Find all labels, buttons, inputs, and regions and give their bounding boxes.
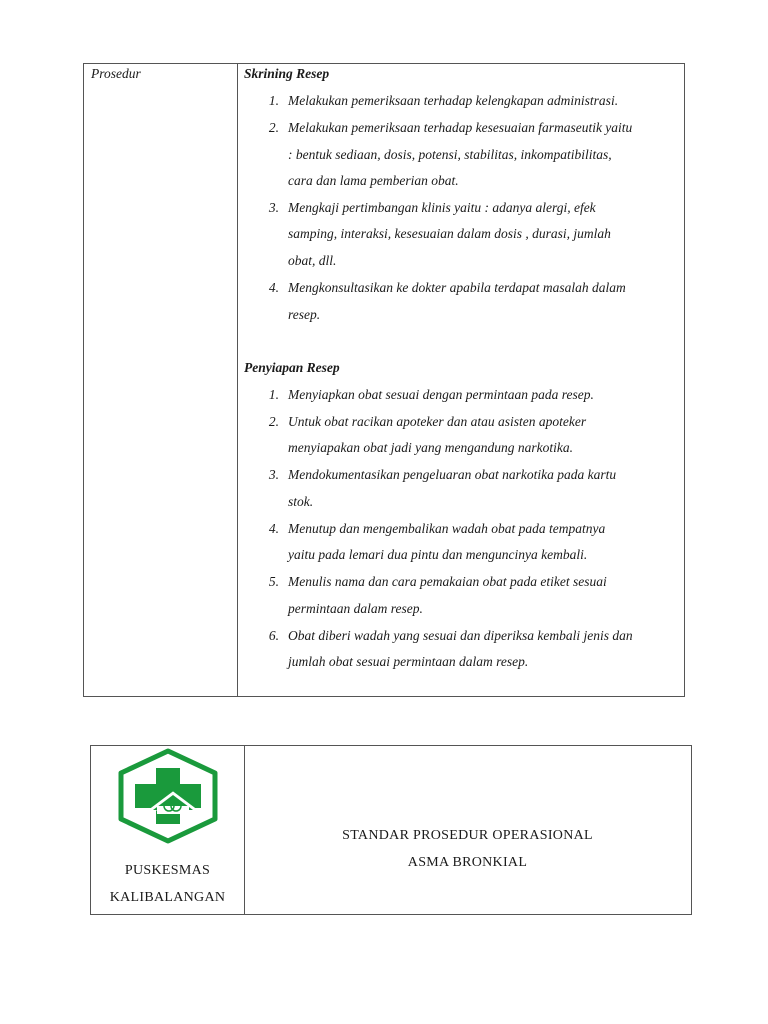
list-item-text: Mendokumentasikan pengeluaran obat narkotika pada kartu [288, 467, 617, 482]
sop-header [90, 745, 692, 915]
list-number: 2. [268, 120, 279, 135]
list-number: 4. [268, 280, 279, 295]
org-name-line1: PUSKESMAS [124, 863, 211, 878]
list-item-text: Untuk obat racikan apoteker dan atau asisten apoteker [288, 414, 587, 429]
list-item-text: Melakukan pemeriksaan terhadap kelengkapan administrasi. [288, 93, 619, 108]
org-name-line2: KALIBALANGAN [109, 890, 226, 905]
list-item-text: cara dan lama pemberian obat. [288, 173, 459, 188]
list-item-text: : bentuk sediaan, dosis, potensi, stabilitas, inkompatibilitas, [288, 147, 612, 162]
section-heading-penyiapan: Penyiapan Resep [244, 360, 340, 375]
list-number: 3. [268, 200, 279, 215]
list-item-text: yaitu pada lemari dua pintu dan menguncinya kembali. [288, 547, 588, 562]
list-number: 1. [268, 93, 279, 108]
list-item-text: Mengkonsultasikan ke dokter apabila terdapat masalah dalam [288, 280, 626, 295]
puskesmas-logo-icon [113, 748, 223, 844]
list-item-text: samping, interaksi, kesesuaian dalam dosis , durasi, jumlah [288, 226, 611, 241]
list-number: 6. [268, 628, 279, 643]
list-number: 2. [268, 414, 279, 429]
sop-title: STANDAR PROSEDUR OPERASIONAL [342, 828, 593, 843]
list-item-text: menyiapakan obat jadi yang mengandung narkotika. [288, 440, 573, 455]
list-item-text: Obat diberi wadah yang sesuai dan diperiksa kembali jenis dan [288, 628, 633, 643]
list-item-text: Menyiapkan obat sesuai dengan permintaan pada resep. [288, 387, 594, 402]
sop-subject: ASMA BRONKIAL [407, 855, 528, 870]
procedure-table [83, 63, 685, 697]
list-number: 5. [268, 574, 279, 589]
column-divider [237, 64, 238, 696]
list-number: 3. [268, 467, 279, 482]
list-number: 1. [268, 387, 279, 402]
procedure-label: Prosedur [91, 66, 141, 81]
section-heading-skrining: Skrining Resep [244, 66, 330, 81]
list-item-text: resep. [288, 307, 321, 322]
list-item-text: Melakukan pemeriksaan terhadap kesesuaian farmaseutik yaitu [288, 120, 633, 135]
list-item-text: Mengkaji pertimbangan klinis yaitu : adanya alergi, efek [288, 200, 596, 215]
list-number: 4. [268, 521, 279, 536]
list-item-text: jumlah obat sesuai permintaan dalam resep. [288, 654, 529, 669]
list-item-text: Menulis nama dan cara pemakaian obat pada etiket sesuai [288, 574, 607, 589]
list-item-text: obat, dll. [288, 253, 337, 268]
list-item-text: stok. [288, 494, 314, 509]
list-item-text: permintaan dalam resep. [288, 601, 423, 616]
list-item-text: Menutup dan mengembalikan wadah obat pada tempatnya [288, 521, 606, 536]
